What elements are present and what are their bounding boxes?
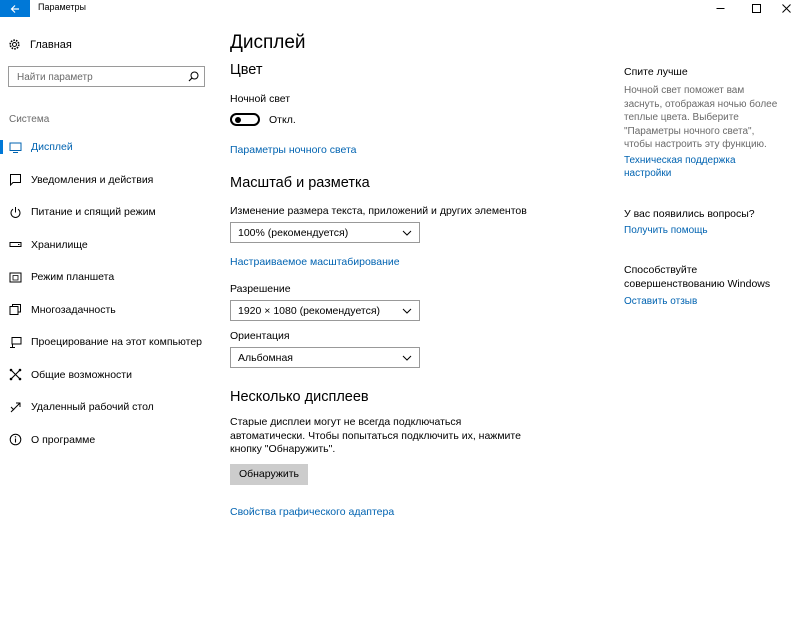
orientation-value: Альбомная: [238, 351, 293, 364]
main-content: [230, 32, 600, 520]
sidebar-item-label: Режим планшета: [31, 271, 115, 284]
get-help-link[interactable]: Получить помощь: [624, 224, 708, 236]
chevron-down-icon: [402, 308, 412, 314]
sidebar-item-shared-experiences[interactable]: [0, 359, 215, 392]
night-light-label: Ночной свет: [230, 93, 291, 105]
sidebar-item-label: Удаленный рабочий стол: [31, 401, 154, 414]
multiple-displays-heading: Несколько дисплеев: [230, 389, 369, 405]
night-light-settings-link[interactable]: Параметры ночного света: [230, 144, 357, 156]
sidebar-item-label: Хранилище: [31, 238, 88, 251]
maximize-button[interactable]: [740, 0, 772, 17]
orientation-dropdown[interactable]: [230, 347, 420, 368]
multitasking-icon: [9, 303, 22, 316]
title-bar: [0, 0, 800, 17]
close-icon: [782, 4, 791, 13]
gear-icon: [8, 38, 21, 51]
sidebar-item-label: Дисплей: [31, 141, 73, 154]
projection-icon: [9, 336, 22, 349]
sidebar-item-projection[interactable]: [0, 326, 215, 359]
sleep-better-title: Спите лучше: [624, 66, 688, 78]
notification-icon: [9, 173, 22, 186]
toggle-knob: [235, 117, 241, 123]
improve-windows-title: Способствуйте совершенствованию Windows: [624, 264, 771, 290]
feedback-link[interactable]: Оставить отзыв: [624, 296, 698, 307]
power-icon: [9, 206, 22, 219]
monitor-icon: [9, 141, 22, 154]
shared-experiences-icon: [9, 368, 22, 381]
related-info-column: [624, 66, 784, 309]
night-light-toggle[interactable]: [230, 113, 260, 126]
resolution-label: Разрешение: [230, 283, 291, 295]
custom-scaling-link[interactable]: Настраиваемое масштабирование: [230, 256, 400, 268]
search-box[interactable]: [8, 66, 205, 87]
sidebar-item-label: Уведомления и действия: [31, 173, 154, 186]
remote-desktop-icon: [9, 401, 22, 414]
chevron-down-icon: [402, 230, 412, 236]
support-link[interactable]: Техническая поддержка настройки: [624, 154, 736, 179]
sidebar-item-power[interactable]: [0, 196, 215, 229]
home-label: Главная: [30, 38, 72, 51]
storage-icon: [9, 238, 22, 251]
back-button[interactable]: [0, 0, 30, 17]
graphics-adapter-link[interactable]: Свойства графического адаптера: [230, 505, 395, 518]
toggle-state-text: Откл.: [269, 113, 296, 126]
back-arrow-icon: [10, 4, 20, 14]
minimize-icon: [716, 4, 725, 13]
page-title: Дисплей: [230, 32, 306, 53]
tablet-icon: [9, 271, 22, 284]
home-link[interactable]: [8, 38, 72, 51]
scale-dropdown[interactable]: [230, 222, 420, 243]
window-title: Параметры: [38, 2, 86, 12]
sidebar-item-label: О программе: [31, 433, 96, 446]
resolution-dropdown[interactable]: [230, 300, 420, 321]
sidebar-item-about[interactable]: [0, 424, 215, 457]
resolution-value: 1920 × 1080 (рекомендуется): [238, 304, 381, 317]
sidebar-item-storage[interactable]: [0, 229, 215, 262]
section-label: Система: [9, 114, 50, 125]
search-input[interactable]: [9, 68, 179, 87]
sleep-better-text: Ночной свет поможет вам заснуть, отображая ночью более теплые цвета. Выберите "Параметры ночного света", чтобы настроить эту функцию.: [624, 85, 778, 150]
search-icon[interactable]: [188, 71, 199, 82]
sidebar-item-label: Многозадачность: [31, 303, 116, 316]
info-icon: [9, 433, 22, 446]
sidebar-nav: [0, 131, 215, 456]
scale-layout-heading: Масштаб и разметка: [230, 175, 370, 191]
close-button[interactable]: [770, 0, 800, 17]
sidebar-item-tablet-mode[interactable]: [0, 261, 215, 294]
orientation-label: Ориентация: [230, 330, 290, 342]
maximize-icon: [752, 4, 761, 13]
color-heading: Цвет: [230, 62, 263, 78]
sidebar-item-label: Общие возможности: [31, 368, 132, 381]
scale-value: 100% (рекомендуется): [238, 226, 349, 239]
multiple-displays-description: Старые дисплеи могут не всегда подключаться автоматически. Чтобы попытаться подключить их, нажмите кнопку "Обнаружить".: [230, 416, 521, 455]
scale-label: Изменение размера текста, приложений и других элементов: [230, 205, 527, 217]
sidebar-item-notifications[interactable]: [0, 164, 215, 197]
detect-button[interactable]: Обнаружить: [230, 464, 308, 485]
questions-title: У вас появились вопросы?: [624, 207, 755, 220]
sidebar-item-display[interactable]: [0, 131, 215, 164]
minimize-button[interactable]: [704, 0, 736, 17]
chevron-down-icon: [402, 355, 412, 361]
sidebar-item-multitasking[interactable]: [0, 294, 215, 327]
sidebar-item-remote-desktop[interactable]: [0, 391, 215, 424]
sidebar-item-label: Проецирование на этот компьютер: [31, 336, 202, 349]
sidebar-item-label: Питание и спящий режим: [31, 206, 156, 219]
